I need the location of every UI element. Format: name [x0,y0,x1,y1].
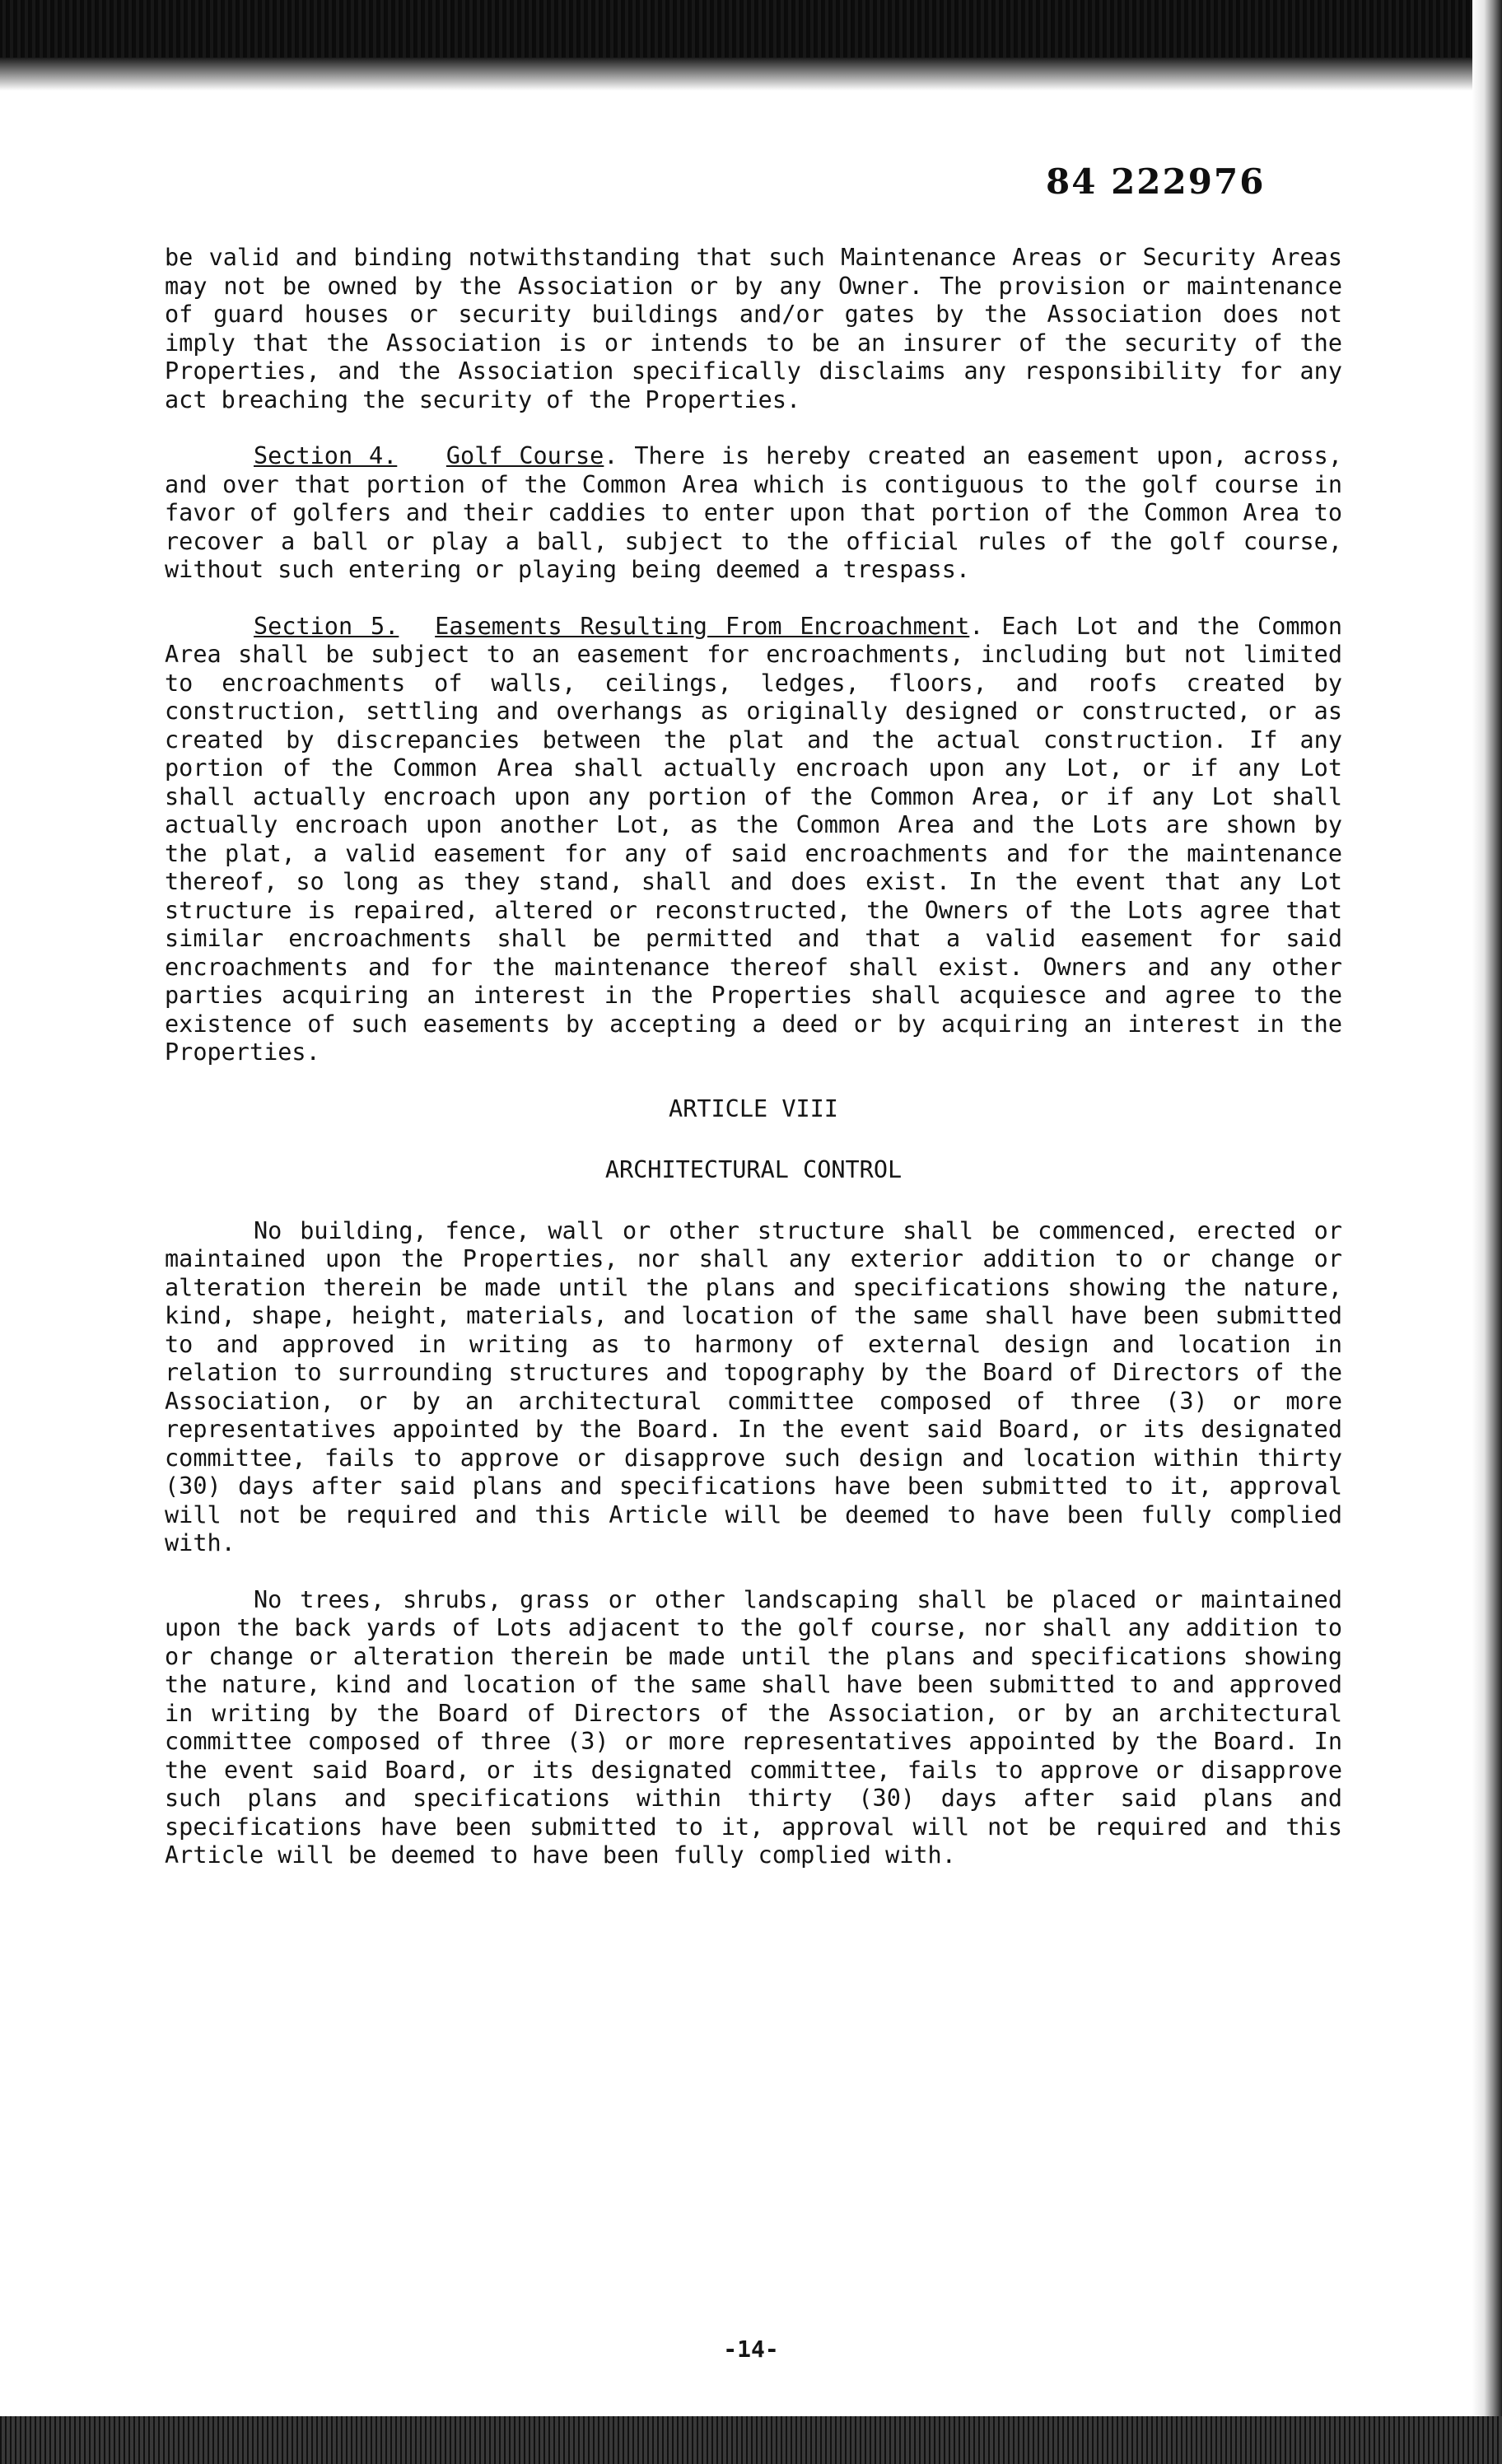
section-5-encroachment [165,613,1342,1067]
document-number: 84 222976 [1046,161,1266,202]
scan-border-right [1472,0,1502,2464]
paragraph-landscaping-approval: No trees, shrubs, grass or other landscaping shall be placed or maintained upon the back yards of Lots adjacent to the golf course, nor shall any addition to or change or alteration therein be made until the plans and specifications showing the nature, kind and location of the same shall have been submitted to and approved in writing by the Board of Directors of the Association, or by an architectural committee composed of three (3) or more representatives appointed by the Board. In the event said Board, or its designated committee, fails to approve or disapprove such plans and specifications within thirty (30) days after said plans and specifications have been submitted to it, approval will not be required and this Article will be deemed to have been fully complied with. [165,1585,1342,1869]
paragraph-security-disclaimer: be valid and binding notwithstanding that such Maintenance Areas or Security Areas may not be owned by the Association or by any Owner. The provision or maintenance of guard houses or security buildings and/or gates by the Association does not imply that the Association is or intends to be an insurer of the security of the Properties, and the Association specifically disclaims any responsibility for any act breaching the security of the Properties. [165,244,1342,413]
article-subheading: ARCHITECTURAL CONTROL [604,1155,903,1183]
paragraph-architectural-approval: No building, fence, wall or other structure shall be commenced, erected or maintained upon the Properties, nor shall any exterior addition to or change or alteration therein be made until the plans and specifications showing the nature, kind, shape, height, materials, and location of the same shall have been submitted to and approved in writing as to harmony of external design and location in relation to surrounding structures and topography by the Board of Directors of the Association, or by an architectural committee composed of three (3) or more representatives appointed by the Board. In the event said Board, or its designated committee, fails to approve or disapprove such design and location within thirty (30) days after said plans and specifications have been submitted to it, approval will not be required and this Article will be deemed to have been fully complied with. [165,1216,1342,1556]
scan-border-top [0,0,1502,91]
section-4-golf-course [165,442,1342,585]
section-4-text: . There is hereby created an easement upon, across, and over that portion of the Common Area which is contiguous to the golf course in favor of golfers and their caddies to enter upon that portion of the Common Area to recover a ball or play a ball, subject to the official rules of the golf course, without such entering or playing being deemed a trespass. [165,442,1342,583]
document-page [165,156,1342,1898]
section-4-label: Section 4. [254,442,398,469]
scan-border-bottom [0,2416,1502,2464]
section-5-text: . Each Lot and the Common Area shall be subject to an easement for encroachments, including but not limited to encroachments of walls, ceilings, ledges, floors, and roofs created by construction, settling and overhangs as originally designed or constructed, or as created by discrepancies between the plat and the actual construction. If any portion of the Common Area shall actually encroach upon any Lot, or if any Lot shall actually encroach upon any portion of the Common Area, or if any Lot shall actually encroach upon another Lot, as the Common Area and the Lots are shown by the plat, a valid easement for any of said encroachments and for the maintenance thereof, so long as they stand, shall and does exist. In the event that any Lot structure is repaired, altered or reconstructed, the Owners of the Lots agree that similar encroachments shall be permitted and that a valid easement for said encroachments and for the maintenance thereof shall exist. Owners and any other parties acquiring an interest in the Properties shall acquiesce and agree to the existence of such easements by accepting a deed or by acquiring an interest in the Properties. [165,612,1342,1066]
page-number: -14- [723,2336,779,2363]
section-5-label: Section 5. [254,612,399,640]
section-5-title: Easements Resulting From Encroachment [435,612,970,640]
section-4-title: Golf Course [445,442,604,469]
article-heading: ARTICLE VIII [669,1094,838,1122]
